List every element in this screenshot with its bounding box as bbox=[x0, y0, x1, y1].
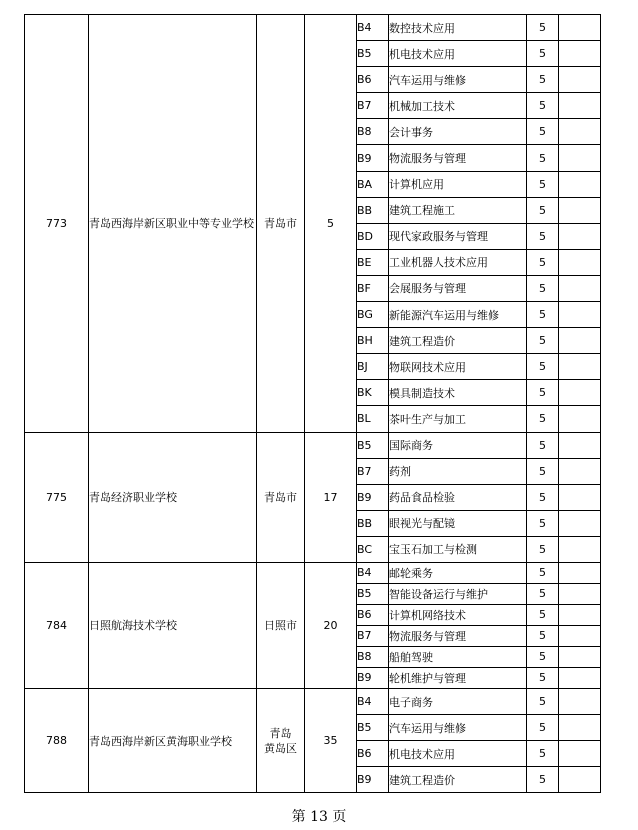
major-code: B8 bbox=[357, 646, 389, 667]
major-years: 5 bbox=[527, 458, 559, 484]
major-code: B4 bbox=[357, 15, 389, 41]
major-years: 5 bbox=[527, 93, 559, 119]
major-name: 建筑工程造价 bbox=[389, 767, 527, 793]
major-name: 建筑工程造价 bbox=[389, 328, 527, 354]
major-name: 轮机维护与管理 bbox=[389, 667, 527, 688]
major-code: B4 bbox=[357, 688, 389, 714]
major-name: 工业机器人技术应用 bbox=[389, 249, 527, 275]
major-years: 5 bbox=[527, 583, 559, 604]
major-code: BK bbox=[357, 380, 389, 406]
blank-cell bbox=[559, 67, 601, 93]
school-city: 青岛 黄岛区 bbox=[257, 688, 305, 792]
major-name: 建筑工程施工 bbox=[389, 197, 527, 223]
major-code: BF bbox=[357, 275, 389, 301]
major-code: B9 bbox=[357, 484, 389, 510]
school-name: 青岛经济职业学校 bbox=[89, 432, 257, 562]
major-name: 药品食品检验 bbox=[389, 484, 527, 510]
major-code: BC bbox=[357, 536, 389, 562]
major-years: 5 bbox=[527, 354, 559, 380]
blank-cell bbox=[559, 354, 601, 380]
blank-cell bbox=[559, 625, 601, 646]
major-years: 5 bbox=[527, 646, 559, 667]
school-id: 784 bbox=[25, 562, 89, 688]
major-name: 机电技术应用 bbox=[389, 741, 527, 767]
major-code: B6 bbox=[357, 604, 389, 625]
major-years: 5 bbox=[527, 171, 559, 197]
blank-cell bbox=[559, 510, 601, 536]
major-name: 国际商务 bbox=[389, 432, 527, 458]
school-id: 775 bbox=[25, 432, 89, 562]
major-years: 5 bbox=[527, 741, 559, 767]
major-years: 5 bbox=[527, 197, 559, 223]
major-code: B5 bbox=[357, 432, 389, 458]
blank-cell bbox=[559, 646, 601, 667]
major-name: 汽车运用与维修 bbox=[389, 715, 527, 741]
major-name: 邮轮乘务 bbox=[389, 562, 527, 583]
major-name: 数控技术应用 bbox=[389, 15, 527, 41]
major-code: B9 bbox=[357, 145, 389, 171]
plan-count: 35 bbox=[305, 688, 357, 792]
blank-cell bbox=[559, 197, 601, 223]
major-code: B6 bbox=[357, 67, 389, 93]
blank-cell bbox=[559, 145, 601, 171]
school-city: 青岛市 bbox=[257, 15, 305, 433]
plan-count: 5 bbox=[305, 15, 357, 433]
major-name: 物流服务与管理 bbox=[389, 145, 527, 171]
major-years: 5 bbox=[527, 67, 559, 93]
major-name: 新能源汽车运用与维修 bbox=[389, 302, 527, 328]
major-years: 5 bbox=[527, 688, 559, 714]
school-id: 773 bbox=[25, 15, 89, 433]
major-name: 药剂 bbox=[389, 458, 527, 484]
table-row bbox=[25, 688, 601, 714]
blank-cell bbox=[559, 15, 601, 41]
table-row bbox=[25, 432, 601, 458]
major-years: 5 bbox=[527, 302, 559, 328]
major-code: BA bbox=[357, 171, 389, 197]
major-code: BG bbox=[357, 302, 389, 328]
major-name: 会展服务与管理 bbox=[389, 275, 527, 301]
major-years: 5 bbox=[527, 484, 559, 510]
major-years: 5 bbox=[527, 625, 559, 646]
major-years: 5 bbox=[527, 275, 559, 301]
blank-cell bbox=[559, 171, 601, 197]
major-code: B7 bbox=[357, 625, 389, 646]
blank-cell bbox=[559, 302, 601, 328]
major-code: B5 bbox=[357, 41, 389, 67]
major-years: 5 bbox=[527, 510, 559, 536]
table-row bbox=[25, 15, 601, 41]
major-code: BL bbox=[357, 406, 389, 432]
major-code: BE bbox=[357, 249, 389, 275]
major-name: 会计事务 bbox=[389, 119, 527, 145]
blank-cell bbox=[559, 536, 601, 562]
blank-cell bbox=[559, 41, 601, 67]
plan-count: 17 bbox=[305, 432, 357, 562]
major-name: 物流服务与管理 bbox=[389, 625, 527, 646]
blank-cell bbox=[559, 275, 601, 301]
school-city: 青岛市 bbox=[257, 432, 305, 562]
major-code: BD bbox=[357, 223, 389, 249]
school-name: 青岛西海岸新区职业中等专业学校 bbox=[89, 15, 257, 433]
major-years: 5 bbox=[527, 715, 559, 741]
major-code: BB bbox=[357, 510, 389, 536]
major-name: 机械加工技术 bbox=[389, 93, 527, 119]
major-code: B7 bbox=[357, 93, 389, 119]
major-code: B6 bbox=[357, 741, 389, 767]
major-name: 物联网技术应用 bbox=[389, 354, 527, 380]
blank-cell bbox=[559, 604, 601, 625]
blank-cell bbox=[559, 328, 601, 354]
blank-cell bbox=[559, 119, 601, 145]
major-name: 模具制造技术 bbox=[389, 380, 527, 406]
major-code: B9 bbox=[357, 667, 389, 688]
major-name: 宝玉石加工与检测 bbox=[389, 536, 527, 562]
major-code: BB bbox=[357, 197, 389, 223]
major-years: 5 bbox=[527, 380, 559, 406]
major-code: B9 bbox=[357, 767, 389, 793]
blank-cell bbox=[559, 741, 601, 767]
blank-cell bbox=[559, 688, 601, 714]
major-years: 5 bbox=[527, 15, 559, 41]
major-years: 5 bbox=[527, 406, 559, 432]
school-name: 青岛西海岸新区黄海职业学校 bbox=[89, 688, 257, 792]
major-years: 5 bbox=[527, 41, 559, 67]
major-years: 5 bbox=[527, 249, 559, 275]
enrollment-table bbox=[24, 14, 601, 793]
blank-cell bbox=[559, 667, 601, 688]
blank-cell bbox=[559, 715, 601, 741]
blank-cell bbox=[559, 93, 601, 119]
major-name: 智能设备运行与维护 bbox=[389, 583, 527, 604]
major-name: 电子商务 bbox=[389, 688, 527, 714]
major-name: 计算机网络技术 bbox=[389, 604, 527, 625]
school-city: 日照市 bbox=[257, 562, 305, 688]
major-years: 5 bbox=[527, 432, 559, 458]
major-years: 5 bbox=[527, 223, 559, 249]
major-name: 计算机应用 bbox=[389, 171, 527, 197]
blank-cell bbox=[559, 432, 601, 458]
major-code: B5 bbox=[357, 715, 389, 741]
blank-cell bbox=[559, 406, 601, 432]
major-name: 茶叶生产与加工 bbox=[389, 406, 527, 432]
major-code: B4 bbox=[357, 562, 389, 583]
major-years: 5 bbox=[527, 328, 559, 354]
major-years: 5 bbox=[527, 604, 559, 625]
major-years: 5 bbox=[527, 145, 559, 171]
blank-cell bbox=[559, 583, 601, 604]
major-code: B8 bbox=[357, 119, 389, 145]
blank-cell bbox=[559, 458, 601, 484]
blank-cell bbox=[559, 484, 601, 510]
major-code: BJ bbox=[357, 354, 389, 380]
major-years: 5 bbox=[527, 767, 559, 793]
major-name: 船舶驾驶 bbox=[389, 646, 527, 667]
major-code: B7 bbox=[357, 458, 389, 484]
blank-cell bbox=[559, 767, 601, 793]
major-code: B5 bbox=[357, 583, 389, 604]
plan-count: 20 bbox=[305, 562, 357, 688]
blank-cell bbox=[559, 249, 601, 275]
blank-cell bbox=[559, 223, 601, 249]
page-number: 第 13 页 bbox=[291, 809, 347, 825]
major-years: 5 bbox=[527, 119, 559, 145]
blank-cell bbox=[559, 380, 601, 406]
blank-cell bbox=[559, 562, 601, 583]
school-name: 日照航海技术学校 bbox=[89, 562, 257, 688]
major-years: 5 bbox=[527, 667, 559, 688]
major-code: BH bbox=[357, 328, 389, 354]
table-row bbox=[25, 562, 601, 583]
major-years: 5 bbox=[527, 562, 559, 583]
major-name: 现代家政服务与管理 bbox=[389, 223, 527, 249]
major-name: 汽车运用与维修 bbox=[389, 67, 527, 93]
major-name: 机电技术应用 bbox=[389, 41, 527, 67]
table-body bbox=[25, 15, 601, 793]
school-id: 788 bbox=[25, 688, 89, 792]
major-years: 5 bbox=[527, 536, 559, 562]
major-name: 眼视光与配镜 bbox=[389, 510, 527, 536]
